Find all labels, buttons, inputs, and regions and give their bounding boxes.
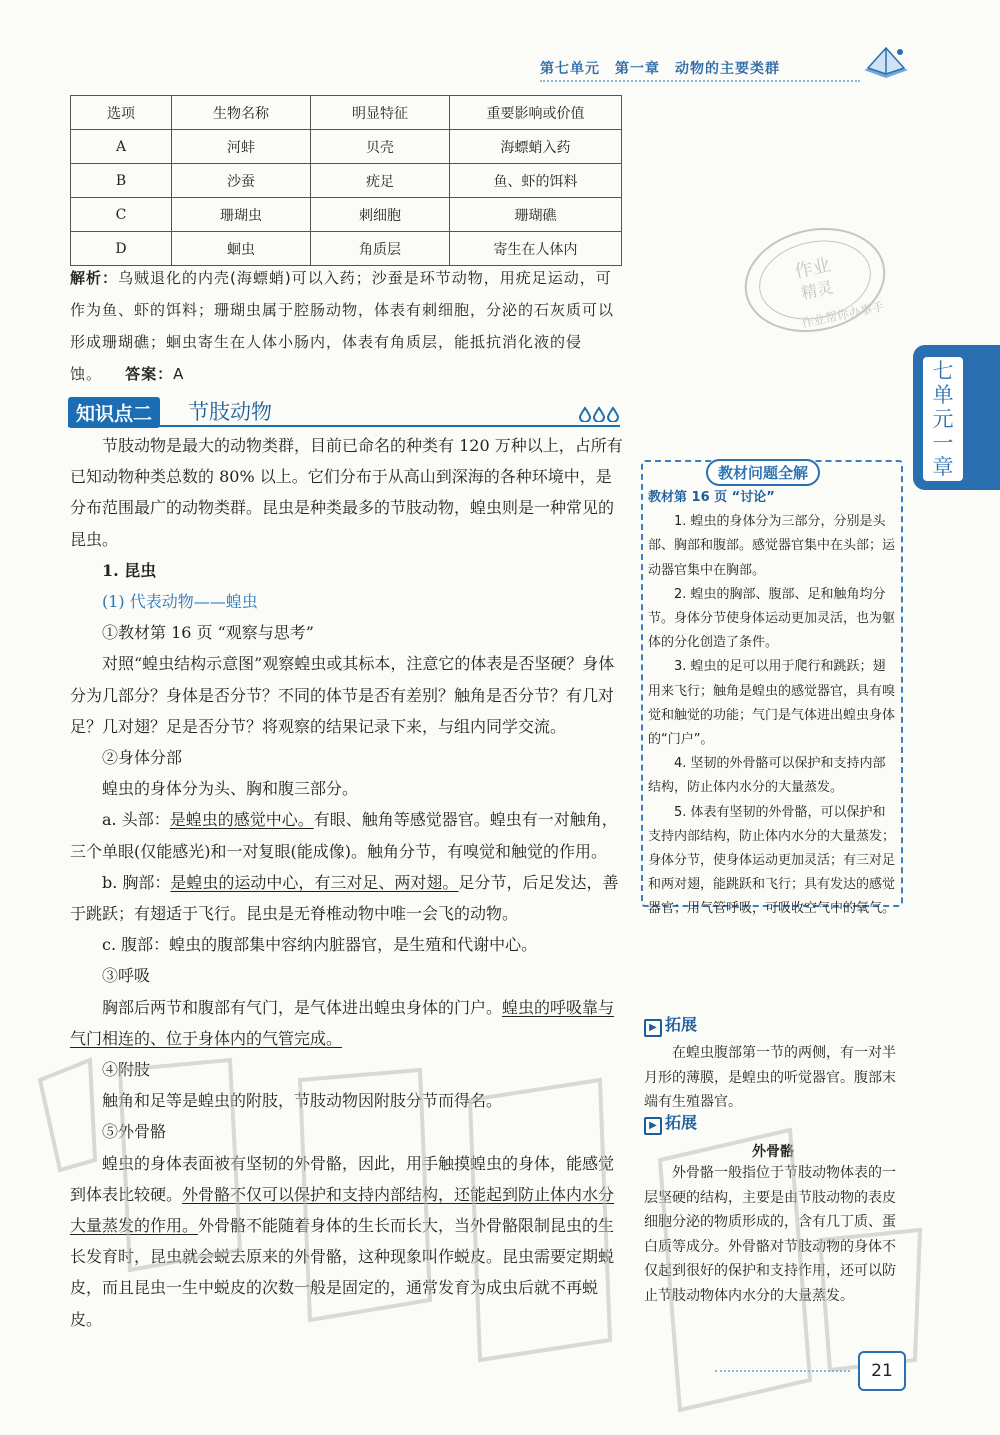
subtopic-heading: ②身体分部 xyxy=(102,748,183,768)
subtopic-heading: ③呼吸 xyxy=(102,966,151,986)
table-cell: 珊瑚礁 xyxy=(450,198,622,232)
exoskeleton-paragraph xyxy=(70,1148,625,1335)
table-cell: 海螵蛸入药 xyxy=(450,130,622,164)
heading-underline xyxy=(68,425,620,427)
table-header-cell: 重要影响或价值 xyxy=(450,96,622,130)
table-header-cell: 生物名称 xyxy=(172,96,311,130)
intro-paragraph: 节肢动物是最大的动物类群，目前已命名的种类有 120 万种以上，占所有已知动物种类总数的 80% 以上。它们分布于从高山到深海的各种环境中，是分布范围最广的动物类群。昆虫是种类最多的节肢动物，蝗虫则是一种常见的昆虫。 xyxy=(70,436,623,549)
underlined-text: 蝗虫的呼吸靠与气门相连的、位于身体内的气管完成。 xyxy=(70,997,615,1048)
table-cell: 寄生在人体内 xyxy=(450,232,622,266)
body-parts-paragraph: 蝗虫的身体分为头、胸和腹三部分。 xyxy=(102,779,359,799)
thorax-paragraph xyxy=(70,867,625,929)
textbook-questions-content xyxy=(648,486,896,922)
table-cell: 河蚌 xyxy=(172,130,311,164)
text-span: 外骨骼不能随着身体的生长而长大，当外骨骼限制昆虫的生长发育时，昆虫就会蜕去原来的外骨骼，这种现象叫作蜕皮。昆虫需要定期蜕皮，而且昆虫一生中蜕皮的次数一般是固定的，通常发育为成虫后就不再蜕皮。 xyxy=(70,1216,615,1329)
abdomen-paragraph: c. 腹部：蝗虫的腹部集中容纳内脏器官，是生殖和代谢中心。 xyxy=(102,935,538,955)
table-cell: A xyxy=(71,130,172,164)
extension-paragraph: 在蝗虫腹部第一节的两侧，有一对半月形的薄膜，是蝗虫的听觉器官。腹部末端有生殖器官。 xyxy=(644,1045,896,1110)
stamp-icon xyxy=(735,210,895,350)
table-cell: 疣足 xyxy=(311,164,450,198)
footer-divider xyxy=(715,1370,850,1372)
table-row xyxy=(71,198,622,232)
answer-options-table xyxy=(70,95,622,266)
table-row xyxy=(71,164,622,198)
analysis-paragraph xyxy=(70,262,626,390)
knowledge-point-title: 节肢动物 xyxy=(188,400,272,424)
text-span: 足分节，后足发达，善于跳跃；有翅适于飞行。昆虫是无脊椎动物中唯一会飞的动物。 xyxy=(70,872,619,924)
textbook-questions-title: 教材问题全解 xyxy=(706,459,820,486)
extension-block-1 xyxy=(644,1012,902,1115)
unit-side-tab xyxy=(913,345,1000,490)
list-item: 1. 蝗虫的身体分为三部分，分别是头部、胸部和腹部。感觉器官集中在头部；运动器官集中在胸部。 xyxy=(648,514,896,578)
analysis-text: 乌贼退化的内壳(海螵蛸)可以入药；沙蚕是环节动物，用疣足运动，可作为鱼、虾的饵料；珊瑚虫属于腔肠动物，体表有刺细胞，分泌的石灰质可以形成珊瑚礁；蛔虫寄生在人体小肠内，体表有角质层，能抵抗消化液的侵蚀。 xyxy=(70,269,615,383)
list-item: 3. 蝗虫的足可以用于爬行和跳跃；翅用来飞行；触角是蝗虫的感觉器官，具有嗅觉和触觉的功能；气门是气体进出蝗虫身体的“门户”。 xyxy=(648,659,896,748)
subtopic-heading: ⑤外骨骼 xyxy=(102,1122,167,1142)
text-span: a. 头部： xyxy=(102,810,170,830)
extension-heading xyxy=(644,1012,902,1037)
subtopic-heading: ①教材第 16 页 “观察与思考” xyxy=(102,623,314,643)
book-logo-icon xyxy=(860,40,912,82)
breathing-paragraph xyxy=(70,992,625,1054)
stamp-text-2: 精灵 xyxy=(799,277,835,303)
main-content xyxy=(70,430,625,1335)
knowledge-point-label: 知识点二 xyxy=(68,397,160,428)
difficulty-drops-icon xyxy=(578,406,620,422)
table-cell: 贝壳 xyxy=(311,130,450,164)
list-item: 2. 蝗虫的胸部、腹部、足和触角均分节。身体分节使身体运动更加灵活，也为躯体的分化创造了条件。 xyxy=(648,586,896,651)
table-cell: B xyxy=(71,164,172,198)
list-item: 5. 体表有坚韧的外骨骼，可以保护和支持内部结构，防止体内水分的大量蒸发；身体分节，使身体运动更加灵活；有三对足和两对翅，能跳跃和飞行；具有发达的感觉器官；用气管呼吸，可吸收空气中的氧气。 xyxy=(648,804,896,917)
extension-heading-label: 拓展 xyxy=(665,1015,698,1034)
table-cell: 刺细胞 xyxy=(311,198,450,232)
text-span: 胸部后两节和腹部有气门，是气体进出蝗虫身体的门户。 xyxy=(102,997,503,1017)
table-header-row xyxy=(71,96,622,130)
answer-value: A xyxy=(173,365,185,383)
header-divider xyxy=(540,80,860,82)
answer-label: 答案： xyxy=(125,365,174,383)
extension-heading-label: 拓展 xyxy=(665,1113,698,1132)
page-number: 21 xyxy=(858,1351,906,1391)
table-cell: 沙蚕 xyxy=(172,164,311,198)
page-header-breadcrumb: 第七单元 第一章 动物的主要类群 xyxy=(540,61,780,77)
extension-heading xyxy=(644,1110,902,1135)
list-item: 4. 坚韧的外骨骼可以保护和支持内部结构，防止体内水分的大量蒸发。 xyxy=(648,756,886,796)
section-heading: 1. 昆虫 xyxy=(102,560,157,580)
table-cell: 角质层 xyxy=(311,232,450,266)
extension-text xyxy=(644,1161,902,1308)
extension-text xyxy=(644,1041,902,1115)
underlined-text: 是蝗虫的运动中心，有三对足、两对翅。 xyxy=(170,872,459,892)
table-header-cell: 选项 xyxy=(71,96,172,130)
table-row xyxy=(71,232,622,266)
textbook-questions-subtitle: 教材第 16 页 “讨论” xyxy=(648,490,775,505)
text-span: 有眼、触角等感觉器官。蝗虫有一对触角，三个单眼(仅能感光)和一对复眼(能成像)。触角分节，有嗅觉和触觉的作用。 xyxy=(70,810,618,861)
table-cell: 鱼、虾的饵料 xyxy=(450,164,622,198)
appendage-paragraph: 触角和足等是蝗虫的附肢，节肢动物因附肢分节而得名。 xyxy=(102,1091,503,1111)
stamp-text-3: 作业帮你办事手 xyxy=(800,299,886,331)
table-cell: 珊瑚虫 xyxy=(172,198,311,232)
analysis-label: 解析： xyxy=(70,269,119,287)
subtopic-heading: ④附肢 xyxy=(102,1060,151,1080)
extension-block-2 xyxy=(644,1110,902,1308)
text-span: b. 胸部： xyxy=(102,872,171,892)
observation-paragraph: 对照“蝗虫结构示意图”观察蝗虫或其标本，注意它的体表是否坚硬？身体分为几部分？身体是否分节？不同的体节是否有差别？触角是否分节？有几对足？几对翅？足是否分节？将观察的结果记录下来，与组内同学交流。 xyxy=(70,654,615,736)
unit-side-tab-label: 七单元一章 xyxy=(923,357,963,481)
play-icon: ▶ xyxy=(644,1117,662,1135)
underlined-text: 是蝗虫的感觉中心。 xyxy=(169,810,314,830)
table-header-cell: 明显特征 xyxy=(311,96,450,130)
head-paragraph xyxy=(70,804,625,866)
extension-paragraph: 外骨骼一般指位于节肢动物体表的一层坚硬的结构，主要是由节肢动物的表皮细胞分泌的物质形成的，含有几丁质、蛋白质等成分。外骨骼对节肢动物的身体不仅起到很好的保护和支持作用，还可以防止节肢动物体内水分的大量蒸发。 xyxy=(644,1165,896,1304)
table-cell: 蛔虫 xyxy=(172,232,311,266)
table-row xyxy=(71,130,622,164)
subsection-heading: (1) 代表动物——蝗虫 xyxy=(102,592,258,612)
underlined-text: 外骨骼不仅可以保护和支持内部结构，还能起到防止体内水分大量蒸发的作用。 xyxy=(70,1184,615,1236)
extension-subtitle: 外骨骼 xyxy=(752,1144,794,1160)
stamp-text-1: 作业 xyxy=(792,254,833,283)
table-cell: C xyxy=(71,198,172,232)
play-icon: ▶ xyxy=(644,1019,662,1037)
table-cell: D xyxy=(71,232,172,266)
text-span: 蝗虫的身体表面被有坚韧的外骨骼，因此，用手触摸蝗虫的身体，能感觉到体表比较硬。 xyxy=(70,1153,615,1204)
